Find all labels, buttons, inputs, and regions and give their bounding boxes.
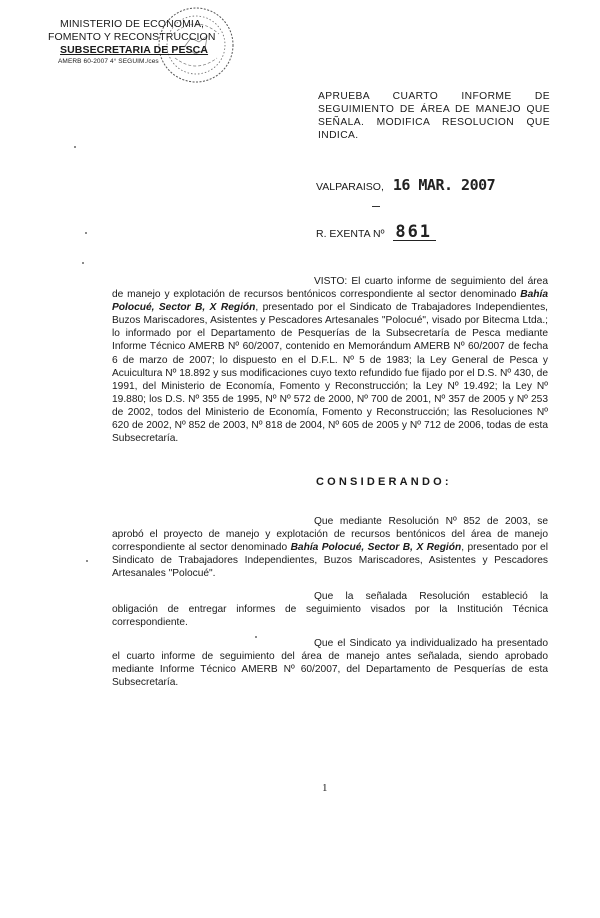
visto-text-2: , presentado por el Sindicato de Trabajadores Independientes, Buzos Mariscadores, Asistentes y Pescadores Artesanales "Polocué", visado por Bitecma Ltda.; lo informado por el Departamento de Pesquerías de la Subsecretaría de Pesca mediante Informe Técnico AMERB Nº 60/2007, contenido en Memorándum AMERB Nº 60/2007 de fecha 6 de marzo de 2007; lo dispuesto en el D.F.L. Nº 5 de 1983; la Ley General de Pesca y Acuicultura Nº 18.892 y sus modificaciones cuyo texto refundido fue fijado por el D.S. Nº 430, de 1991, del Ministerio de Economía, Fomento y Reconstrucción; la Ley Nº 19.492; la Ley Nº 19.880; los D.S. Nº 355 de 1995, Nº Nº 572 de 2000, Nº 700 de 2001, Nº 357 de 2005 y Nº 253 de 2002, todos del Ministerio de Economía, Fomento y Reconstrucción; las Resoluciones Nº 620 de 2002, Nº 852 de 2003, Nº 818 de 2004, Nº 605 de 2005 y Nº 712 de 2006, todas de esta Subsecretaría. xyxy=(112,302,548,445)
resolution-number-line xyxy=(316,224,436,241)
ministry-name: MINISTERIO DE ECONOMIA, xyxy=(60,18,205,30)
dateline xyxy=(316,176,495,194)
subsecretaria-name: SUBSECRETARIA DE PESCA xyxy=(60,44,209,56)
scan-speck xyxy=(74,146,76,148)
letterhead xyxy=(48,18,248,66)
resolution-subject: APRUEBA CUARTO INFORME DE SEGUIMIENTO DE ÁREA DE MANEJO QUE SEÑALA. MODIFICA RESOLUCION QUE INDICA. xyxy=(318,91,550,141)
considerando-heading: CONSIDERANDO: xyxy=(316,476,452,488)
considerando-paragraph-3: Que el Sindicato ya individualizado ha presentado el cuarto informe de seguimiento del área de manejo antes señalada, siendo aprobado mediante Informe Técnico AMERB Nº 60/2007, del Departamento de Pesquerías de esta Subsecretaría. xyxy=(112,638,548,689)
visto-text-1: VISTO: El cuarto informe de seguimiento del área de manejo y explotación de recursos bentónicos correspondiente al sector denominado xyxy=(112,276,548,301)
c1-text-1: Que mediante Resolución Nº 852 de 2003, se aprobó el proyecto de manejo y explotación de recursos bentónicos del área de manejo correspondiente al sector denominado xyxy=(112,516,548,554)
place-label: VALPARAISO, xyxy=(316,181,384,193)
page-number: 1 xyxy=(322,782,328,794)
reference-code: AMERB 60-2007 4° SEGUIM./ces xyxy=(58,58,159,65)
visto-paragraph xyxy=(112,275,548,445)
resolution-number: 861 xyxy=(393,224,436,241)
considerando-paragraph-2: Que la señalada Resolución estableció la obligación de entregar informes de seguimiento visados por la Institución Técnica correspondiente. xyxy=(112,591,548,629)
resolution-label: R. EXENTA Nº xyxy=(316,228,385,240)
scan-speck xyxy=(85,232,87,234)
visto-place: Bahía Polocué, Sector B, X Región xyxy=(112,289,548,314)
number-dash-mark xyxy=(372,206,380,207)
scan-speck xyxy=(255,636,257,638)
scan-speck xyxy=(86,560,88,562)
ministry-name-line2: FOMENTO Y RECONSTRUCCION xyxy=(48,31,216,43)
c1-place: Bahía Polocué, Sector B, X Región xyxy=(290,542,462,554)
scan-speck xyxy=(82,262,84,264)
considerando-paragraph-1 xyxy=(112,515,548,580)
c1-text-2: , presentado por el Sindicato de Trabajadores Independientes, Buzos Mariscadores, Asistentes y Pescadores Artesanales "Polocué". xyxy=(112,542,548,580)
date-stamp: 16 MAR. 2007 xyxy=(392,176,496,194)
